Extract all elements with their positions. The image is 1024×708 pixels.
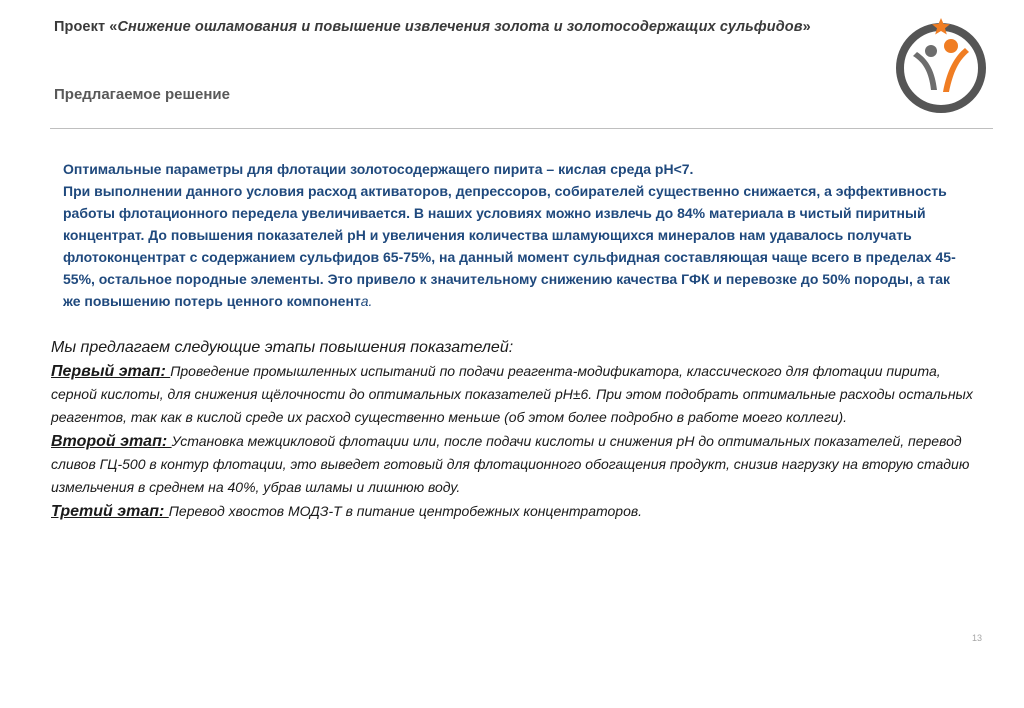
intro-first-line: Оптимальные параметры для флотации золотосодержащего пирита – кислая среда pH<7.: [63, 161, 694, 177]
logo-gray-figure-head: [925, 45, 937, 57]
logo-ring: [900, 27, 982, 109]
project-title: [54, 19, 894, 35]
steps-section: [51, 337, 976, 523]
project-title-name: Снижение ошламования и повышение извлечения золота и золотосодержащих сульфидов: [117, 19, 803, 35]
step-2: [51, 430, 976, 499]
intro-body-text: При выполнении данного условия расход активаторов, депрессоров, собирателей существенно снижается, а эффективность работы флотационного передела увеличивается. В наших условиях можно извлечь до 84% материала в чистый пиритный концентрат. До повышения показателей pH и увеличения количества шламующихся минералов нам удавалось получать флотоконцентрат с содержанием сульфидов 65-75%, на данный момент сульфидная составляющая чаще всего в пределах 45-55%, остальное породные элементы. Это привело к значительному снижению качества ГФК и перевозке до 50% породы, а так же повышению потерь ценного компонент: [63, 183, 956, 309]
intro-body: [63, 180, 963, 312]
step-3: [51, 500, 976, 523]
step-3-label: Третий этап:: [51, 503, 169, 520]
company-logo-icon: [891, 14, 991, 114]
header-divider: [50, 128, 993, 129]
section-subtitle: Предлагаемое решение: [54, 86, 230, 103]
step-2-text: Установка межцикловой флотации или, после подачи кислоты и снижения pH до оптимальных показателей, перевод сливов ГЦ-500 в контур флотации, это выведет готовый для флотационного обогащения продукт, снизив нагрузку на вторую стадию измельчения в среднем на 40%, убрав шламы и лишнюю воду.: [51, 433, 970, 495]
intro-paragraph: [63, 158, 963, 312]
step-1-label: Первый этап:: [51, 363, 171, 380]
intro-body-tail: а.: [360, 293, 373, 309]
logo-star-icon: [932, 18, 950, 35]
step-1-text: Проведение промышленных испытаний по подачи реагента-модификатора, классического для флотации пирита, серной кислоты, для снижения щёлочности до оптимальных показателей pH±6. При этом подобрать оптимальные расходы остальных реагентов, так как в кислой среде их расход существенно меньше (об этом более подробно в работе моего коллеги).: [51, 363, 973, 425]
logo-orange-figure-head: [944, 39, 958, 53]
project-title-prefix: Проект «: [54, 19, 118, 35]
logo-orange-figure-body: [943, 48, 969, 92]
step-3-text: Перевод хвостов МОДЗ-Т в питание центробежных концентраторов.: [168, 503, 643, 519]
logo-gray-figure-body: [913, 52, 937, 90]
step-1: [51, 360, 976, 429]
step-2-label: Второй этап:: [51, 433, 172, 450]
page-number: 13: [972, 633, 983, 643]
steps-heading: Мы предлагаем следующие этапы повышения показателей:: [51, 339, 514, 356]
project-title-suffix: »: [802, 19, 811, 35]
